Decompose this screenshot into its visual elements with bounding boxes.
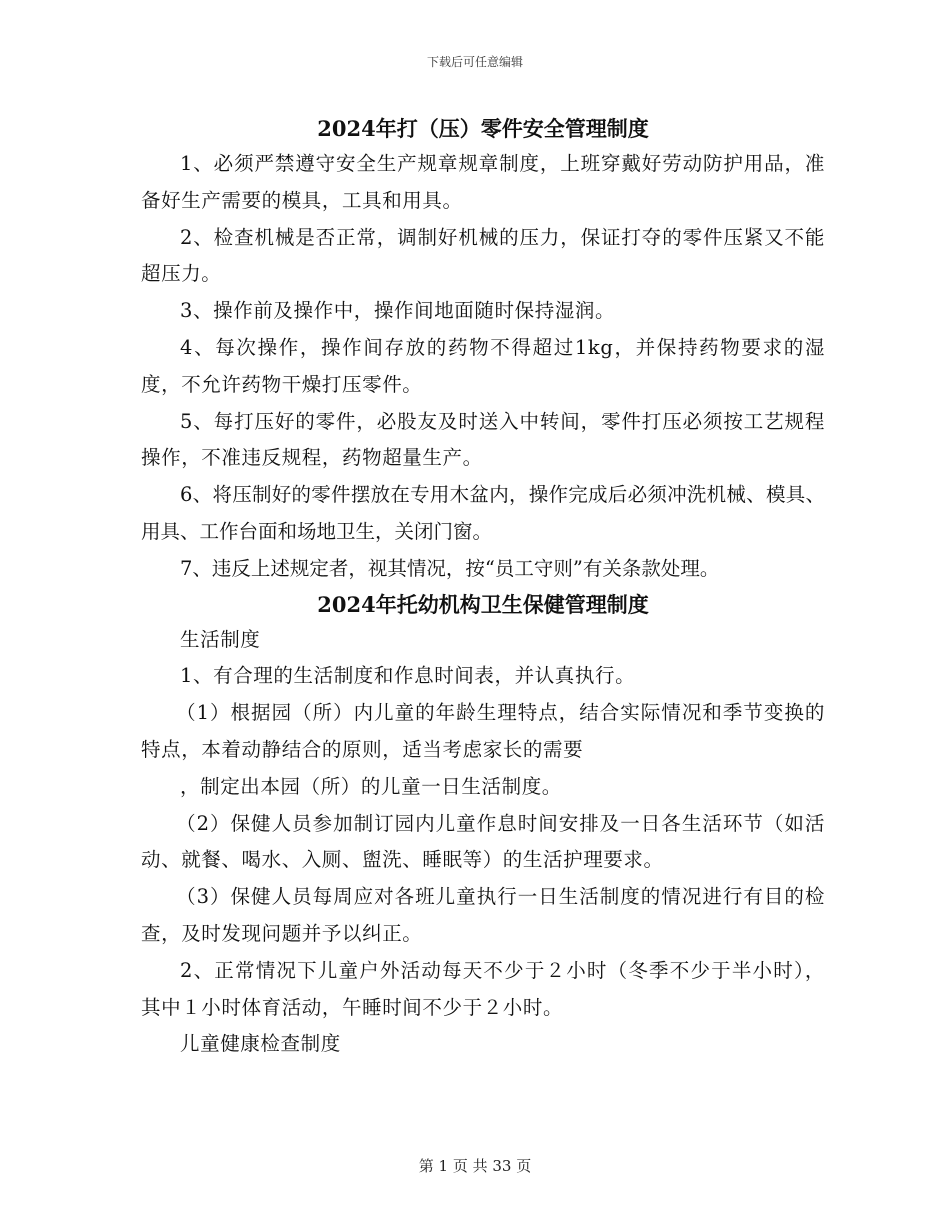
doc1-item-6: 6、将压制好的零件摆放在专用木盆内，操作完成后必须冲洗机械、模具、用具、工作台面和场地卫生，关闭门窗。 — [141, 483, 825, 543]
doc2-sub-1: （1）根据园（所）内儿童的年龄生理特点，结合实际情况和季节变换的特点，本着动静结合的原则，适当考虑家长的需要 — [141, 701, 825, 761]
doc2-item-1: 1、有合理的生活制度和作息时间表，并认真执行。 — [180, 664, 636, 688]
page-header-note: 下载后可任意编辑 — [426, 55, 523, 69]
page-number: 第 1 页 共 33 页 — [418, 1157, 532, 1175]
doc2-section-life: 生活制度 — [180, 627, 261, 651]
doc2-item-2: 2、正常情况下儿童户外活动每天不少于２小时（冬季不少于半小时），其中１小时体育活动，午睡时间不少于２小时。 — [141, 958, 825, 1019]
doc2-sub-1-cont: ，制定出本园（所）的儿童一日生活制度。 — [180, 774, 562, 798]
doc1-item-7: 7、违反上述规定者，视其情况，按“员工守则”有关条款处理。 — [180, 556, 720, 580]
doc2-sub-3: （3）保健人员每周应对各班儿童执行一日生活制度的情况进行有目的检查，及时发现问题并予以纠正。 — [141, 885, 825, 945]
doc1-title: 2024年打（压）零件安全管理制度 — [317, 116, 649, 141]
doc1-item-5: 5、每打压好的零件，必股友及时送入中转间，零件打压必须按工艺规程操作，不准违反规程，药物超量生产。 — [141, 409, 825, 470]
doc2-sub-2: （2）保健人员参加制订园内儿童作息时间安排及一日各生活环节（如活动、就餐、喝水、入厕、盥洗、睡眠等）的生活护理要求。 — [141, 811, 825, 872]
document-body — [141, 112, 825, 1063]
doc1-item-3: 3、操作前及操作中，操作间地面随时保持湿润。 — [180, 299, 616, 323]
doc1-item-1: 1、必须严禁遵守安全生产规章规章制度，上班穿戴好劳动防护用品，准备好生产需要的模具，工具和用具。 — [141, 152, 825, 212]
doc1-item-2: 2、检查机械是否正常，调制好机械的压力，保证打夺的零件压紧又不能超压力。 — [141, 225, 825, 286]
doc1-item-4: 4、每次操作，操作间存放的药物不得超过1kg，并保持药物要求的湿度，不允许药物干燥打压零件。 — [141, 335, 825, 396]
doc2-section-health: 儿童健康检查制度 — [180, 1032, 341, 1056]
doc2-title: 2024年托幼机构卫生保健管理制度 — [317, 591, 649, 617]
